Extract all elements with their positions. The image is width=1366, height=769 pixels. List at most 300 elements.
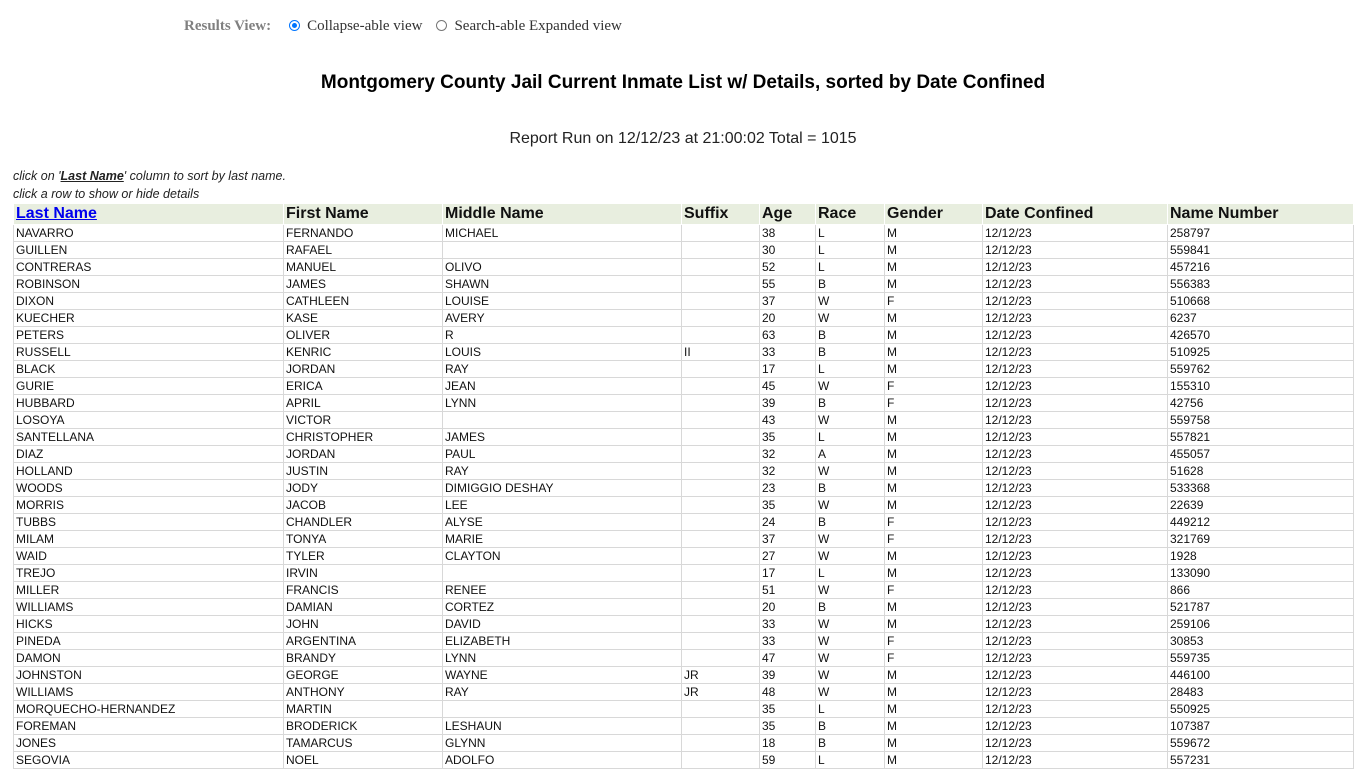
cell-gender: M (885, 446, 983, 463)
cell-middle-name: LOUISE (443, 293, 682, 310)
cell-date-confined: 12/12/23 (983, 752, 1168, 769)
cell-gender: M (885, 344, 983, 361)
cell-suffix (682, 582, 760, 599)
cell-last-name: HICKS (14, 616, 284, 633)
cell-race: B (816, 514, 885, 531)
cell-age: 32 (760, 463, 816, 480)
cell-middle-name: RAY (443, 684, 682, 701)
cell-name-number: 557821 (1168, 429, 1354, 446)
cell-date-confined: 12/12/23 (983, 497, 1168, 514)
cell-gender: M (885, 548, 983, 565)
cell-age: 52 (760, 259, 816, 276)
cell-gender: F (885, 650, 983, 667)
cell-race: W (816, 667, 885, 684)
cell-name-number: 155310 (1168, 378, 1354, 395)
table-row[interactable] (14, 650, 1354, 667)
table-row[interactable] (14, 514, 1354, 531)
cell-first-name: RAFAEL (284, 242, 443, 259)
cell-race: L (816, 752, 885, 769)
cell-gender: F (885, 378, 983, 395)
table-row[interactable] (14, 599, 1354, 616)
cell-middle-name: WAYNE (443, 667, 682, 684)
cell-name-number: 556383 (1168, 276, 1354, 293)
cell-gender: F (885, 395, 983, 412)
cell-last-name: WAID (14, 548, 284, 565)
cell-gender: F (885, 293, 983, 310)
cell-suffix (682, 701, 760, 718)
table-row[interactable] (14, 378, 1354, 395)
cell-suffix (682, 548, 760, 565)
cell-age: 37 (760, 531, 816, 548)
cell-last-name: HUBBARD (14, 395, 284, 412)
cell-first-name: JORDAN (284, 446, 443, 463)
expanded-view-radio[interactable] (436, 20, 447, 31)
cell-age: 63 (760, 327, 816, 344)
cell-first-name: GEORGE (284, 667, 443, 684)
cell-date-confined: 12/12/23 (983, 293, 1168, 310)
cell-gender: M (885, 752, 983, 769)
cell-last-name: JOHNSTON (14, 667, 284, 684)
cell-last-name: NAVARRO (14, 225, 284, 242)
row-hint: click a row to show or hide details (13, 187, 200, 201)
cell-date-confined: 12/12/23 (983, 735, 1168, 752)
cell-gender: M (885, 361, 983, 378)
cell-date-confined: 12/12/23 (983, 446, 1168, 463)
cell-first-name: BRODERICK (284, 718, 443, 735)
cell-suffix (682, 361, 760, 378)
cell-middle-name: DAVID (443, 616, 682, 633)
cell-middle-name: JAMES (443, 429, 682, 446)
results-view-label: Results View: (184, 17, 272, 34)
cell-name-number: 1928 (1168, 548, 1354, 565)
cell-name-number: 51628 (1168, 463, 1354, 480)
cell-date-confined: 12/12/23 (983, 429, 1168, 446)
table-row[interactable] (14, 242, 1354, 259)
cell-date-confined: 12/12/23 (983, 395, 1168, 412)
table-row[interactable] (14, 497, 1354, 514)
cell-gender: M (885, 667, 983, 684)
cell-gender: M (885, 735, 983, 752)
cell-gender: F (885, 514, 983, 531)
cell-first-name: JACOB (284, 497, 443, 514)
table-row[interactable] (14, 361, 1354, 378)
cell-race: W (816, 497, 885, 514)
cell-first-name: JODY (284, 480, 443, 497)
cell-middle-name (443, 565, 682, 582)
cell-last-name: HOLLAND (14, 463, 284, 480)
cell-date-confined: 12/12/23 (983, 718, 1168, 735)
cell-age: 35 (760, 497, 816, 514)
cell-race: B (816, 735, 885, 752)
cell-name-number: 559762 (1168, 361, 1354, 378)
cell-middle-name: SHAWN (443, 276, 682, 293)
cell-first-name: JUSTIN (284, 463, 443, 480)
cell-age: 35 (760, 701, 816, 718)
cell-middle-name: ELIZABETH (443, 633, 682, 650)
cell-suffix (682, 327, 760, 344)
cell-last-name: DIXON (14, 293, 284, 310)
column-header-race: Race (816, 204, 885, 225)
cell-race: W (816, 531, 885, 548)
cell-date-confined: 12/12/23 (983, 344, 1168, 361)
table-row[interactable] (14, 327, 1354, 344)
table-row[interactable] (14, 276, 1354, 293)
cell-date-confined: 12/12/23 (983, 650, 1168, 667)
cell-first-name: FRANCIS (284, 582, 443, 599)
sort-hint-prefix: click on ' (13, 169, 61, 183)
cell-age: 27 (760, 548, 816, 565)
cell-suffix (682, 412, 760, 429)
cell-age: 35 (760, 429, 816, 446)
inmate-rows (14, 225, 1354, 769)
cell-race: W (816, 412, 885, 429)
cell-race: L (816, 701, 885, 718)
collapse-view-radio[interactable] (289, 20, 300, 31)
cell-middle-name: LOUIS (443, 344, 682, 361)
expanded-view-label[interactable]: Search-able Expanded view (454, 17, 622, 34)
cell-name-number: 557231 (1168, 752, 1354, 769)
cell-date-confined: 12/12/23 (983, 412, 1168, 429)
table-row[interactable] (14, 616, 1354, 633)
cell-name-number: 446100 (1168, 667, 1354, 684)
table-row[interactable] (14, 718, 1354, 735)
table-row[interactable] (14, 310, 1354, 327)
cell-name-number: 510925 (1168, 344, 1354, 361)
cell-date-confined: 12/12/23 (983, 548, 1168, 565)
table-row[interactable] (14, 412, 1354, 429)
cell-age: 48 (760, 684, 816, 701)
cell-gender: M (885, 242, 983, 259)
cell-last-name: LOSOYA (14, 412, 284, 429)
cell-race: B (816, 599, 885, 616)
cell-date-confined: 12/12/23 (983, 463, 1168, 480)
cell-name-number: 426570 (1168, 327, 1354, 344)
cell-first-name: BRANDY (284, 650, 443, 667)
cell-name-number: 559841 (1168, 242, 1354, 259)
column-header-date-confined: Date Confined (983, 204, 1168, 225)
cell-age: 51 (760, 582, 816, 599)
column-header-last-name[interactable]: Last Name (14, 204, 284, 225)
cell-first-name: MARTIN (284, 701, 443, 718)
cell-name-number: 521787 (1168, 599, 1354, 616)
cell-first-name: JAMES (284, 276, 443, 293)
table-row[interactable] (14, 446, 1354, 463)
collapse-view-label[interactable]: Collapse-able view (307, 17, 423, 34)
cell-last-name: TUBBS (14, 514, 284, 531)
cell-first-name: NOEL (284, 752, 443, 769)
cell-suffix (682, 633, 760, 650)
cell-last-name: TREJO (14, 565, 284, 582)
cell-last-name: MILAM (14, 531, 284, 548)
collapse-view-option[interactable] (289, 18, 422, 35)
cell-race: W (816, 582, 885, 599)
page-title: Montgomery County Jail Current Inmate List w/ Details, sorted by Date Confined (320, 72, 1046, 93)
table-row[interactable] (14, 684, 1354, 701)
cell-race: W (816, 378, 885, 395)
table-row[interactable] (14, 429, 1354, 446)
cell-first-name: IRVIN (284, 565, 443, 582)
cell-suffix (682, 310, 760, 327)
cell-race: B (816, 344, 885, 361)
cell-race: W (816, 548, 885, 565)
cell-suffix (682, 718, 760, 735)
expanded-view-option[interactable] (436, 18, 621, 35)
cell-name-number: 510668 (1168, 293, 1354, 310)
cell-date-confined: 12/12/23 (983, 310, 1168, 327)
cell-last-name: KUECHER (14, 310, 284, 327)
cell-last-name: RUSSELL (14, 344, 284, 361)
cell-suffix (682, 565, 760, 582)
cell-suffix (682, 378, 760, 395)
cell-age: 39 (760, 395, 816, 412)
cell-first-name: TAMARCUS (284, 735, 443, 752)
cell-suffix (682, 395, 760, 412)
cell-suffix (682, 514, 760, 531)
cell-age: 59 (760, 752, 816, 769)
cell-last-name: ROBINSON (14, 276, 284, 293)
cell-last-name: BLACK (14, 361, 284, 378)
cell-race: L (816, 242, 885, 259)
cell-gender: M (885, 429, 983, 446)
cell-suffix (682, 752, 760, 769)
cell-suffix (682, 497, 760, 514)
cell-name-number: 550925 (1168, 701, 1354, 718)
table-row[interactable] (14, 480, 1354, 497)
cell-first-name: ARGENTINA (284, 633, 443, 650)
cell-date-confined: 12/12/23 (983, 531, 1168, 548)
column-header-gender: Gender (885, 204, 983, 225)
table-row[interactable] (14, 565, 1354, 582)
cell-suffix (682, 225, 760, 242)
cell-race: L (816, 565, 885, 582)
cell-middle-name: PAUL (443, 446, 682, 463)
cell-race: L (816, 361, 885, 378)
table-row[interactable] (14, 293, 1354, 310)
cell-name-number: 107387 (1168, 718, 1354, 735)
cell-gender: F (885, 582, 983, 599)
cell-first-name: MANUEL (284, 259, 443, 276)
cell-race: W (816, 650, 885, 667)
cell-last-name: DAMON (14, 650, 284, 667)
cell-age: 35 (760, 718, 816, 735)
cell-age: 32 (760, 446, 816, 463)
cell-name-number: 559758 (1168, 412, 1354, 429)
cell-last-name: MILLER (14, 582, 284, 599)
cell-race: W (816, 293, 885, 310)
cell-gender: M (885, 599, 983, 616)
column-header-middle-name: Middle Name (443, 204, 682, 225)
cell-middle-name: MICHAEL (443, 225, 682, 242)
table-row[interactable] (14, 225, 1354, 242)
cell-age: 45 (760, 378, 816, 395)
cell-last-name: CONTRERAS (14, 259, 284, 276)
cell-gender: M (885, 327, 983, 344)
cell-name-number: 6237 (1168, 310, 1354, 327)
results-view-selector (184, 16, 636, 36)
cell-name-number: 258797 (1168, 225, 1354, 242)
table-row[interactable] (14, 752, 1354, 769)
cell-gender: M (885, 259, 983, 276)
cell-race: L (816, 225, 885, 242)
cell-age: 17 (760, 565, 816, 582)
table-header-row (14, 204, 1354, 225)
cell-race: B (816, 327, 885, 344)
cell-suffix (682, 735, 760, 752)
cell-suffix (682, 276, 760, 293)
table-row[interactable] (14, 259, 1354, 276)
cell-last-name: MORQUECHO-HERNANDEZ (14, 701, 284, 718)
cell-name-number: 321769 (1168, 531, 1354, 548)
cell-name-number: 259106 (1168, 616, 1354, 633)
cell-suffix: II (682, 344, 760, 361)
cell-race: B (816, 276, 885, 293)
cell-age: 47 (760, 650, 816, 667)
cell-race: W (816, 684, 885, 701)
cell-name-number: 133090 (1168, 565, 1354, 582)
cell-last-name: SEGOVIA (14, 752, 284, 769)
cell-suffix (682, 429, 760, 446)
cell-age: 43 (760, 412, 816, 429)
cell-last-name: WILLIAMS (14, 599, 284, 616)
cell-gender: F (885, 531, 983, 548)
cell-race: A (816, 446, 885, 463)
cell-date-confined: 12/12/23 (983, 701, 1168, 718)
cell-date-confined: 12/12/23 (983, 599, 1168, 616)
cell-middle-name: RAY (443, 463, 682, 480)
cell-date-confined: 12/12/23 (983, 242, 1168, 259)
cell-date-confined: 12/12/23 (983, 378, 1168, 395)
cell-middle-name: R (443, 327, 682, 344)
cell-suffix (682, 293, 760, 310)
cell-name-number: 533368 (1168, 480, 1354, 497)
cell-first-name: TYLER (284, 548, 443, 565)
table-row[interactable] (14, 463, 1354, 480)
cell-last-name: GURIE (14, 378, 284, 395)
cell-date-confined: 12/12/23 (983, 667, 1168, 684)
cell-middle-name: LYNN (443, 395, 682, 412)
cell-middle-name: CLAYTON (443, 548, 682, 565)
cell-last-name: DIAZ (14, 446, 284, 463)
cell-race: L (816, 429, 885, 446)
table-row[interactable] (14, 735, 1354, 752)
cell-name-number: 30853 (1168, 633, 1354, 650)
cell-date-confined: 12/12/23 (983, 361, 1168, 378)
cell-gender: M (885, 463, 983, 480)
cell-suffix: JR (682, 684, 760, 701)
cell-suffix (682, 616, 760, 633)
cell-gender: M (885, 497, 983, 514)
cell-last-name: PINEDA (14, 633, 284, 650)
cell-middle-name (443, 242, 682, 259)
cell-suffix (682, 480, 760, 497)
cell-race: W (816, 463, 885, 480)
cell-age: 33 (760, 616, 816, 633)
table-row[interactable] (14, 548, 1354, 565)
cell-first-name: APRIL (284, 395, 443, 412)
cell-middle-name (443, 701, 682, 718)
cell-age: 38 (760, 225, 816, 242)
cell-date-confined: 12/12/23 (983, 565, 1168, 582)
cell-age: 20 (760, 599, 816, 616)
table-row[interactable] (14, 667, 1354, 684)
cell-age: 55 (760, 276, 816, 293)
column-header-suffix: Suffix (682, 204, 760, 225)
cell-middle-name: GLYNN (443, 735, 682, 752)
cell-date-confined: 12/12/23 (983, 684, 1168, 701)
column-header-first-name: First Name (284, 204, 443, 225)
cell-date-confined: 12/12/23 (983, 276, 1168, 293)
table-row[interactable] (14, 633, 1354, 650)
cell-last-name: FOREMAN (14, 718, 284, 735)
cell-middle-name (443, 412, 682, 429)
cell-middle-name: MARIE (443, 531, 682, 548)
table-row[interactable] (14, 701, 1354, 718)
cell-name-number: 42756 (1168, 395, 1354, 412)
sort-hint-suffix: ' column to sort by last name. (123, 169, 286, 183)
cell-first-name: FERNANDO (284, 225, 443, 242)
cell-gender: M (885, 616, 983, 633)
cell-gender: F (885, 633, 983, 650)
cell-race: L (816, 259, 885, 276)
cell-middle-name: LYNN (443, 650, 682, 667)
cell-name-number: 457216 (1168, 259, 1354, 276)
table-row[interactable] (14, 531, 1354, 548)
cell-last-name: MORRIS (14, 497, 284, 514)
inmate-table (13, 203, 1354, 769)
table-row[interactable] (14, 344, 1354, 361)
cell-race: W (816, 633, 885, 650)
cell-age: 24 (760, 514, 816, 531)
cell-name-number: 559672 (1168, 735, 1354, 752)
cell-first-name: CHANDLER (284, 514, 443, 531)
table-row[interactable] (14, 395, 1354, 412)
cell-last-name: SANTELLANA (14, 429, 284, 446)
cell-date-confined: 12/12/23 (983, 616, 1168, 633)
cell-gender: M (885, 225, 983, 242)
cell-middle-name: ADOLFO (443, 752, 682, 769)
cell-suffix (682, 259, 760, 276)
cell-middle-name: OLIVO (443, 259, 682, 276)
cell-race: W (816, 310, 885, 327)
cell-date-confined: 12/12/23 (983, 259, 1168, 276)
table-row[interactable] (14, 582, 1354, 599)
cell-last-name: GUILLEN (14, 242, 284, 259)
cell-age: 17 (760, 361, 816, 378)
cell-date-confined: 12/12/23 (983, 633, 1168, 650)
cell-first-name: KENRIC (284, 344, 443, 361)
cell-name-number: 559735 (1168, 650, 1354, 667)
cell-middle-name: LESHAUN (443, 718, 682, 735)
cell-age: 18 (760, 735, 816, 752)
cell-name-number: 455057 (1168, 446, 1354, 463)
cell-first-name: VICTOR (284, 412, 443, 429)
cell-gender: M (885, 412, 983, 429)
cell-last-name: WILLIAMS (14, 684, 284, 701)
cell-middle-name: AVERY (443, 310, 682, 327)
cell-middle-name: ALYSE (443, 514, 682, 531)
cell-age: 23 (760, 480, 816, 497)
cell-age: 20 (760, 310, 816, 327)
cell-suffix (682, 446, 760, 463)
sort-hint-link: Last Name (60, 169, 124, 183)
cell-middle-name: JEAN (443, 378, 682, 395)
sort-hint (13, 169, 286, 183)
cell-age: 33 (760, 633, 816, 650)
cell-race: B (816, 718, 885, 735)
cell-suffix (682, 650, 760, 667)
cell-middle-name: LEE (443, 497, 682, 514)
cell-middle-name: RAY (443, 361, 682, 378)
